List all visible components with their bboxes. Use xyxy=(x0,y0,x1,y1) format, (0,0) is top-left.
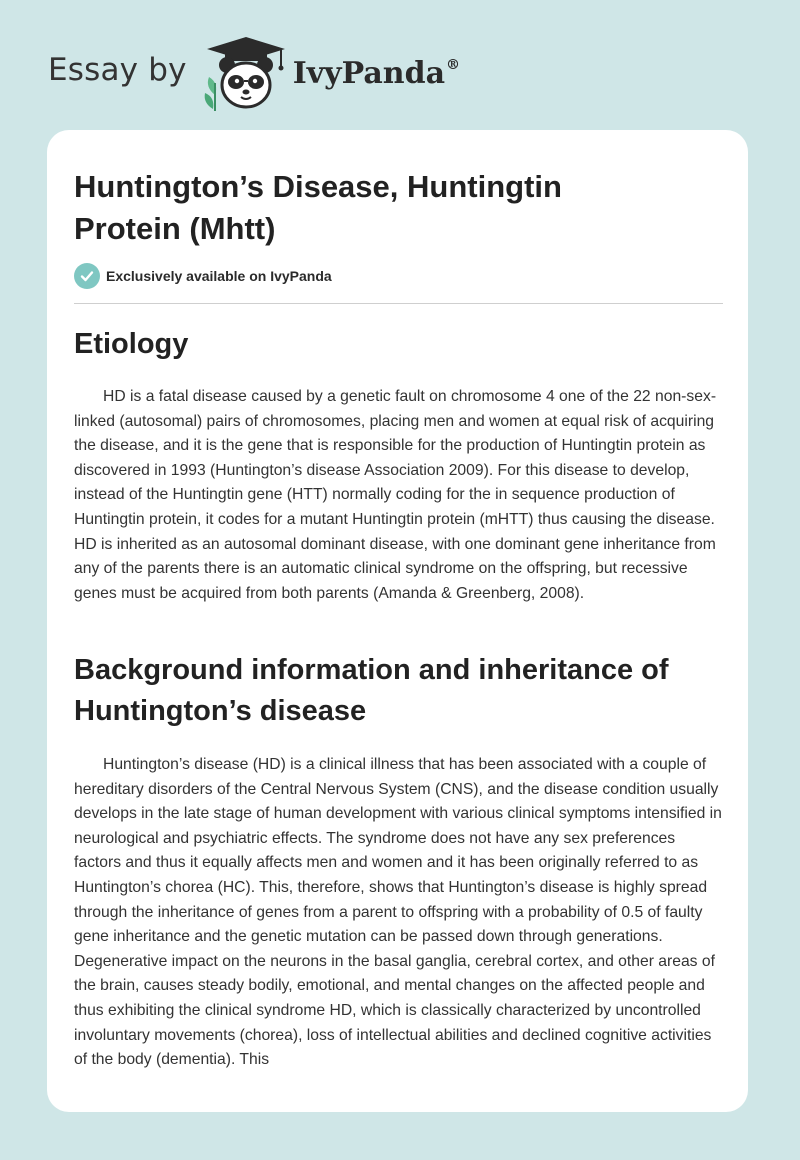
essay-by-label: Essay by xyxy=(48,52,187,88)
section-heading-etiology: Etiology xyxy=(74,328,189,360)
section-paragraph-etiology: HD is a fatal disease caused by a genetic fault on chromosome 4 one of the 22 non-sex-linked (autosomal) pairs of chromosomes, placing men and women at equal risk of acquiring the disease, and it is the gene that is responsible for the production of Huntingtin protein as discovered in 1993 (Huntington’s disease Association 2009). For this disease to develop, instead of the Huntingtin gene (HTT) normally coding for the in sequence production of Huntingtin protein, it codes for a mutant Huntingtin protein (mHTT) thus causing the disease. HD is inherited as an autosomal dominant disease, with one dominant gene inheritance from any of the parents there is an automatic clinical syndrome on the offspring, but recessive genes must be acquired from both parents (Amanda & Greenberg, 2008). xyxy=(74,388,717,602)
exclusive-badge-text: Exclusively available on IvyPanda xyxy=(106,268,332,284)
brand-name[interactable]: IvyPanda® xyxy=(292,55,461,91)
check-circle-icon xyxy=(74,263,100,289)
registered-mark: ® xyxy=(446,56,461,73)
panda-graduate-icon[interactable] xyxy=(201,35,291,113)
exclusive-badge xyxy=(74,263,332,289)
section-paragraph-background: Huntington’s disease (HD) is a clinical illness that has been associated with a couple of hereditary disorders of the Central Nervous System (CNS), and the disease condition usually develops in the late stage of human development with various clinical symptoms intensified in neurological and psychiatric effects. The syndrome does not have any sex preferences factors and thus it equally affects men and women and it has been originally referred to as Huntington’s chorea (HC). This, therefore, shows that Huntington’s disease is highly spread through the inheritance of genes from a parent to offspring with a probability of 0.5 of faulty gene inheritance and the genetic mutation can be passed down through generations. Degenerative impact on the neurons in the basal ganglia, cerebral cortex, and other areas of the brain, causes steady bodily, emotional, and mental changes on the affected people and thus exhibiting the clinical syndrome HD, which is classically characterized by uncontrolled involuntary movements (chorea), loss of intellectual abilities and declined cognitive activities of the body (dementia). This xyxy=(74,756,722,1069)
divider xyxy=(74,303,723,304)
essay-title: Huntington’s Disease, Huntingtin Protein (Mhtt) xyxy=(74,169,562,246)
site-header xyxy=(48,34,460,114)
essay-card xyxy=(47,130,748,1112)
section-heading-background: Background information and inheritance of Huntington’s disease xyxy=(74,654,669,727)
